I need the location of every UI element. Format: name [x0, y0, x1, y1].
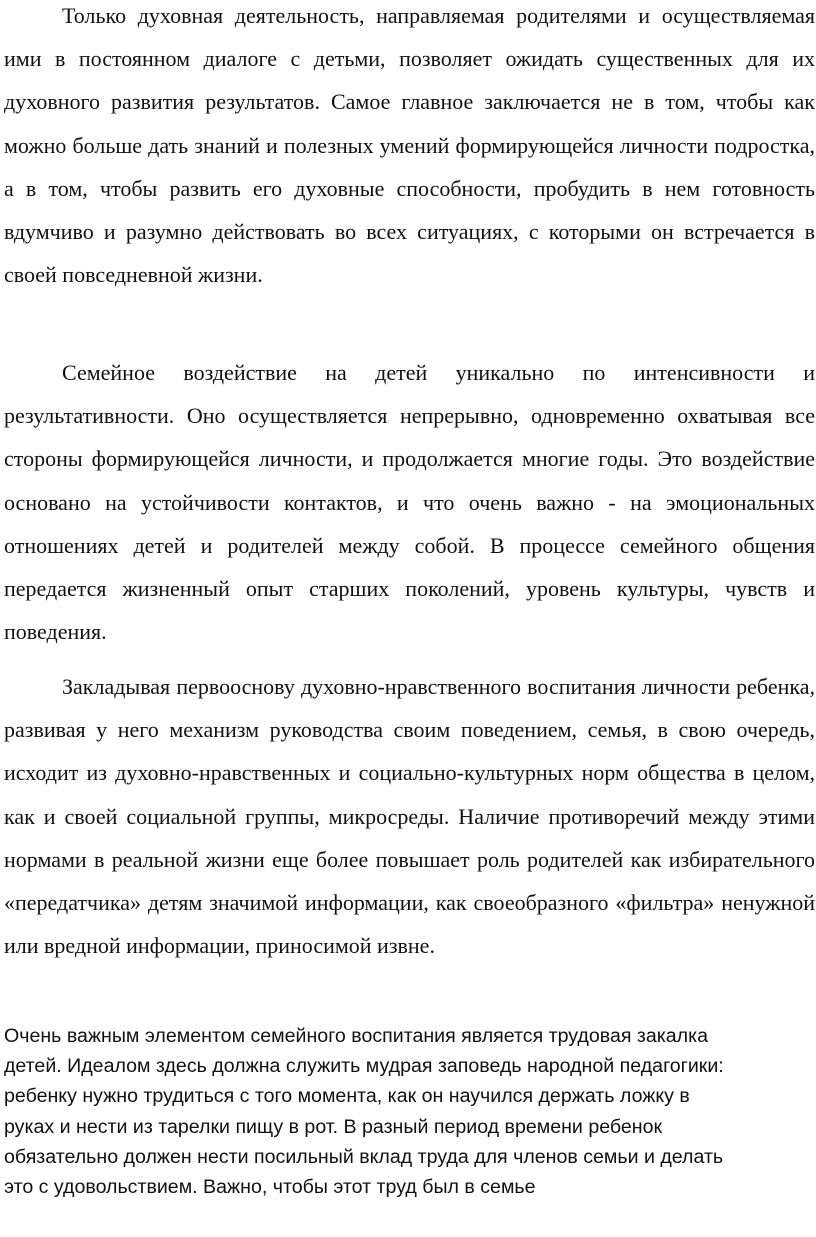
paragraph-labor-upbringing	[4, 1021, 815, 1202]
paragraph-line: детей. Идеалом здесь должна служить мудрая заповедь народной педагогики:	[4, 1055, 724, 1078]
paragraph-line: руках и нести из тарелки пищу в рот. В разный период времени ребенок	[4, 1115, 663, 1138]
paragraph-spiritual-activity: Только духовная деятельность, направляемая родителями и осуществляемая ими в постоянном диалоге с детьми, позволяет ожидать существенных для их духовного развития результатов. Самое главное заключается не в том, чтобы как можно больше дать знаний и полезных умений формирующейся личности подростка, а в том, чтобы развить его духовные способности, пробудить в нем готовность вдумчиво и разумно действовать во всех ситуациях, с которыми он встречается в своей повседневной жизни.	[4, 3, 815, 288]
paragraph-moral-foundation: Закладывая первооснову духовно-нравственного воспитания личности ребенка, развивая у него механизм руководства своим поведением, семья, в свою очередь, исходит из духовно-нравственных и социально-культурных норм общества в целом, как и своей социальной группы, микросреды. Наличие противоречий между этими нормами в реальной жизни еще более повышает роль родителей как избирательного «передатчика» детям значимой информации, как своеобразного «фильтра» ненужной или вредной информации, приносимой извне.	[4, 674, 815, 959]
paragraph-family-influence: Семейное воздействие на детей уникально по интенсивности и результативности. Оно осуществляется непрерывно, одновременно охватывая все стороны формирующейся личности, и продолжается многие годы. Это воздействие основано на устойчивости контактов, и что очень важно - на эмоциональных отношениях детей и родителей между собой. В процессе семейного общения передается жизненный опыт старших поколений, уровень культуры, чувств и поведения.	[4, 360, 815, 645]
paragraph-line: это с удовольствием. Важно, чтобы этот труд был в семье	[4, 1176, 536, 1199]
paragraph-line: Очень важным элементом семейного воспитания является трудовая закалка	[4, 1025, 709, 1047]
paragraph-line: обязательно должен нести посильный вклад труда для членов семьи и делать	[4, 1145, 724, 1168]
paragraph-line: ребенку нужно трудиться с того момента, как он научился держать ложку в	[4, 1085, 690, 1108]
